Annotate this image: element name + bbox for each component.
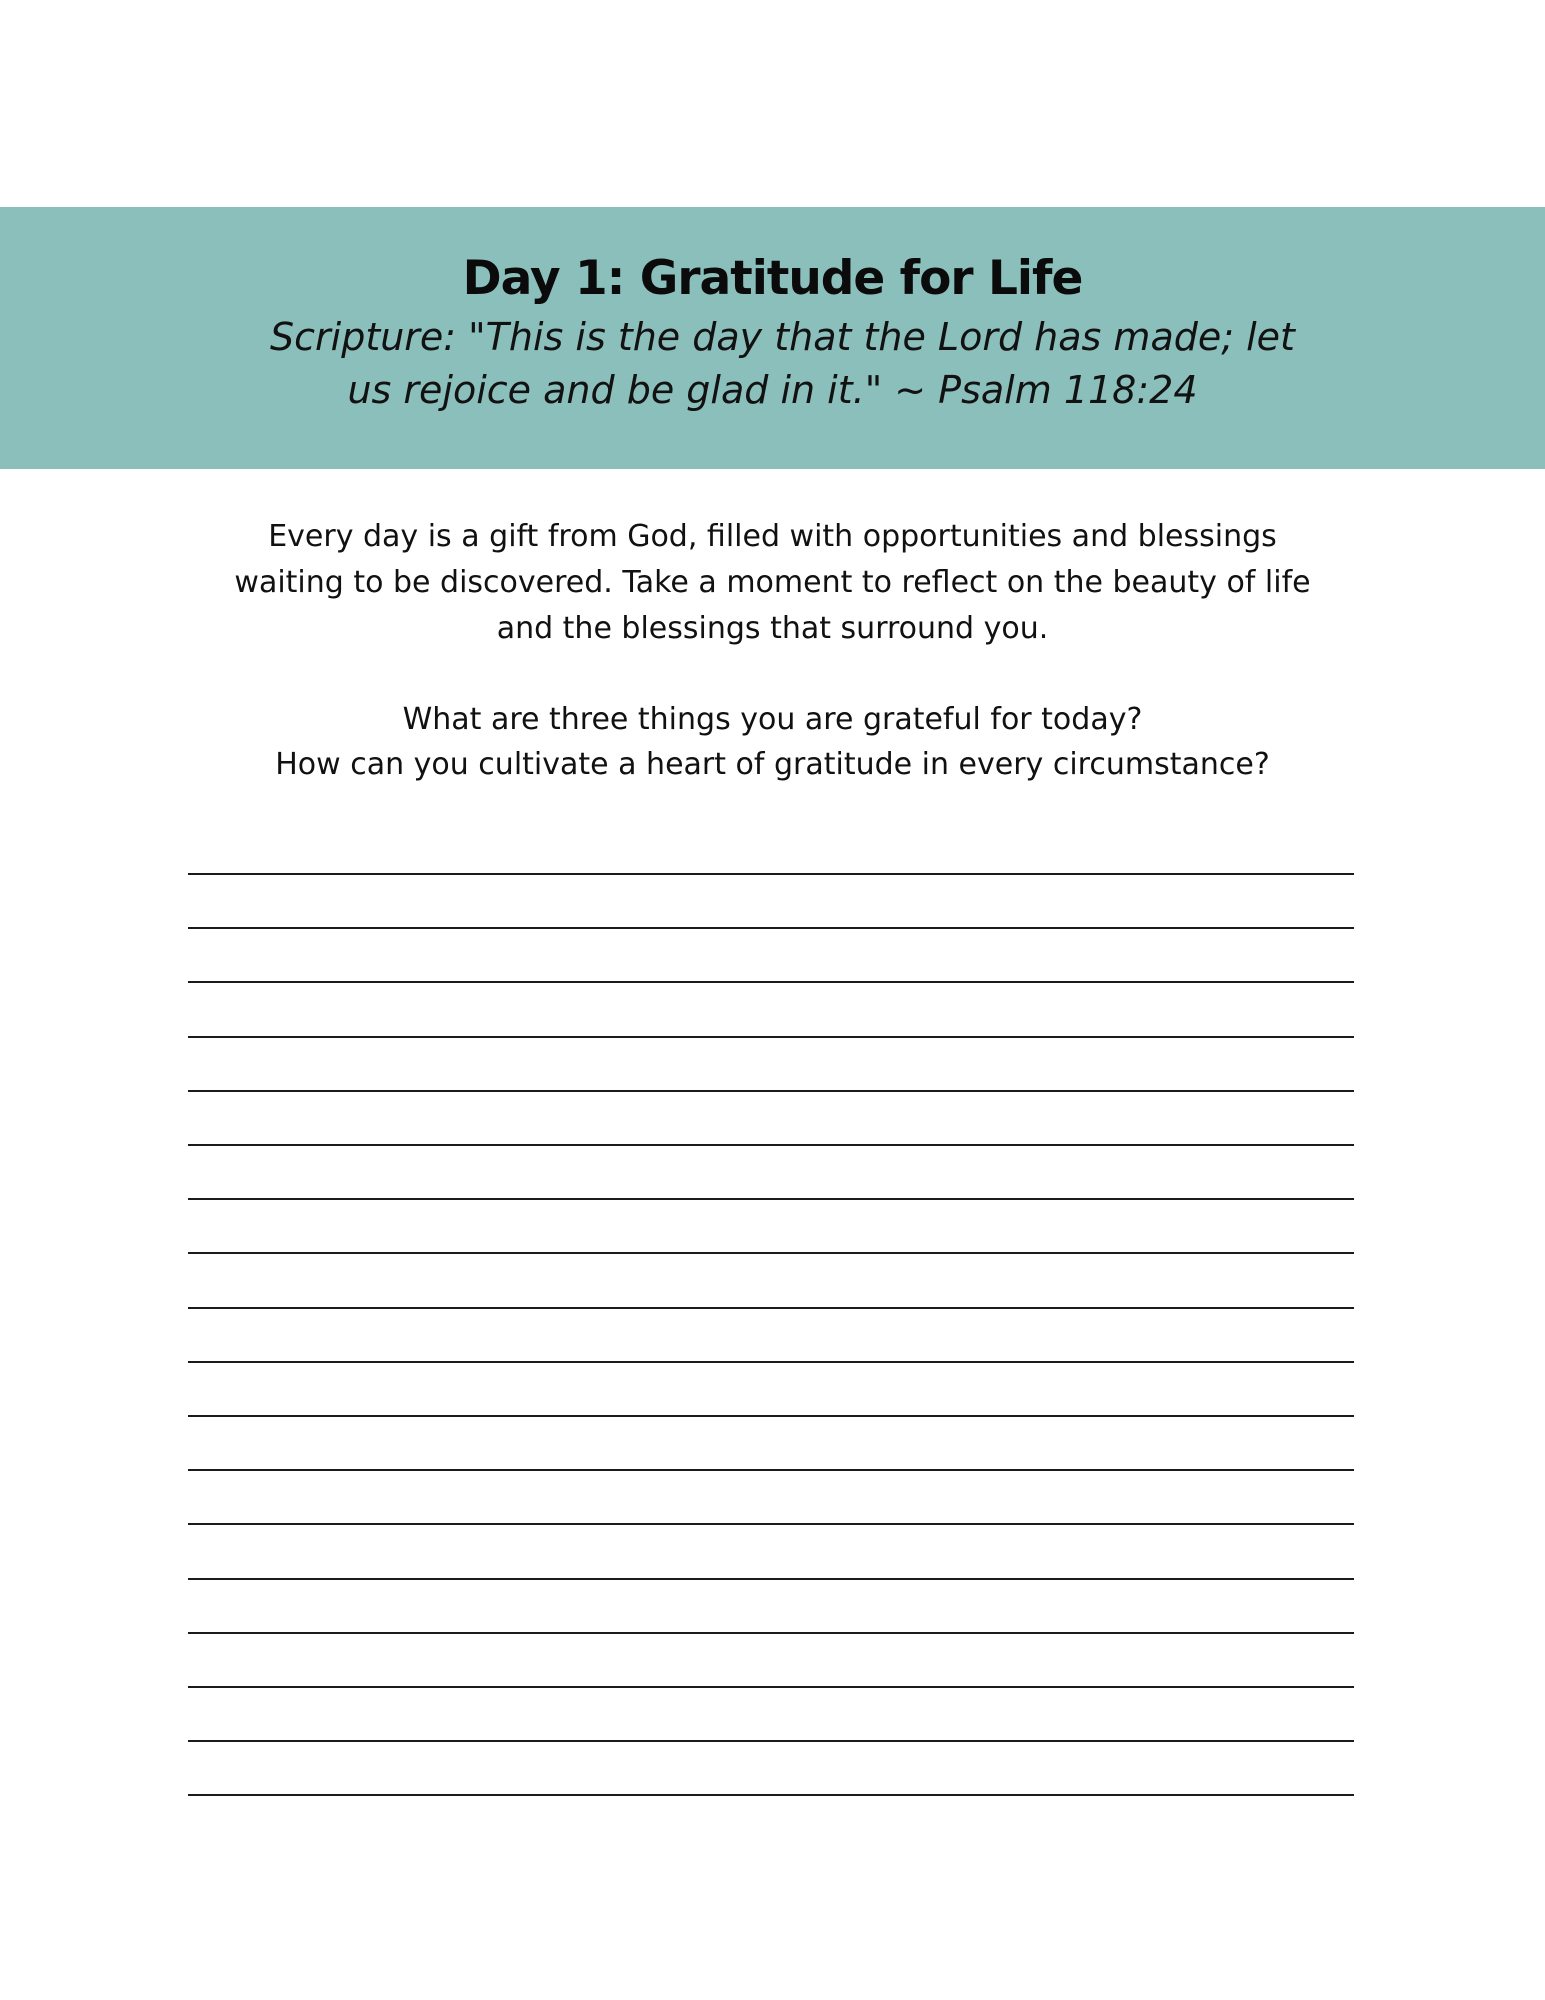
intro-line-3: and the blessings that surround you. [496,611,1049,646]
writing-line[interactable] [188,1090,1354,1092]
writing-line[interactable] [188,1469,1354,1471]
writing-line[interactable] [188,1036,1354,1038]
writing-line[interactable] [188,1144,1354,1146]
reflection-questions [200,697,1345,787]
reflection-question-1: What are three things you are grateful for today? [402,702,1143,737]
reflection-question-2: How can you cultivate a heart of gratitude in every circumstance? [275,747,1270,782]
writing-line[interactable] [188,927,1354,929]
writing-line[interactable] [188,873,1354,875]
writing-line[interactable] [188,1523,1354,1525]
writing-line[interactable] [188,1794,1354,1796]
scripture-line-2: us rejoice and be glad in it." ~ Psalm 118:24 [347,368,1198,412]
scripture-line-1: Scripture: "This is the day that the Lord has made; let [270,315,1295,359]
intro-line-1: Every day is a gift from God, filled with opportunities and blessings [268,519,1277,554]
journal-writing-area[interactable] [188,873,1354,1799]
scripture-verse [270,311,1295,417]
intro-paragraph [200,514,1345,652]
writing-line[interactable] [188,1740,1354,1742]
writing-line[interactable] [188,1361,1354,1363]
writing-line[interactable] [188,1415,1354,1417]
writing-line[interactable] [188,1578,1354,1580]
writing-line[interactable] [188,1632,1354,1634]
page-title: Day 1: Gratitude for Life [462,251,1083,306]
writing-line[interactable] [188,1198,1354,1200]
intro-line-2: waiting to be discovered. Take a moment to reflect on the beauty of life [234,565,1311,600]
writing-line[interactable] [188,1252,1354,1254]
writing-line[interactable] [188,1307,1354,1309]
writing-line[interactable] [188,1686,1354,1688]
writing-line[interactable] [188,981,1354,983]
